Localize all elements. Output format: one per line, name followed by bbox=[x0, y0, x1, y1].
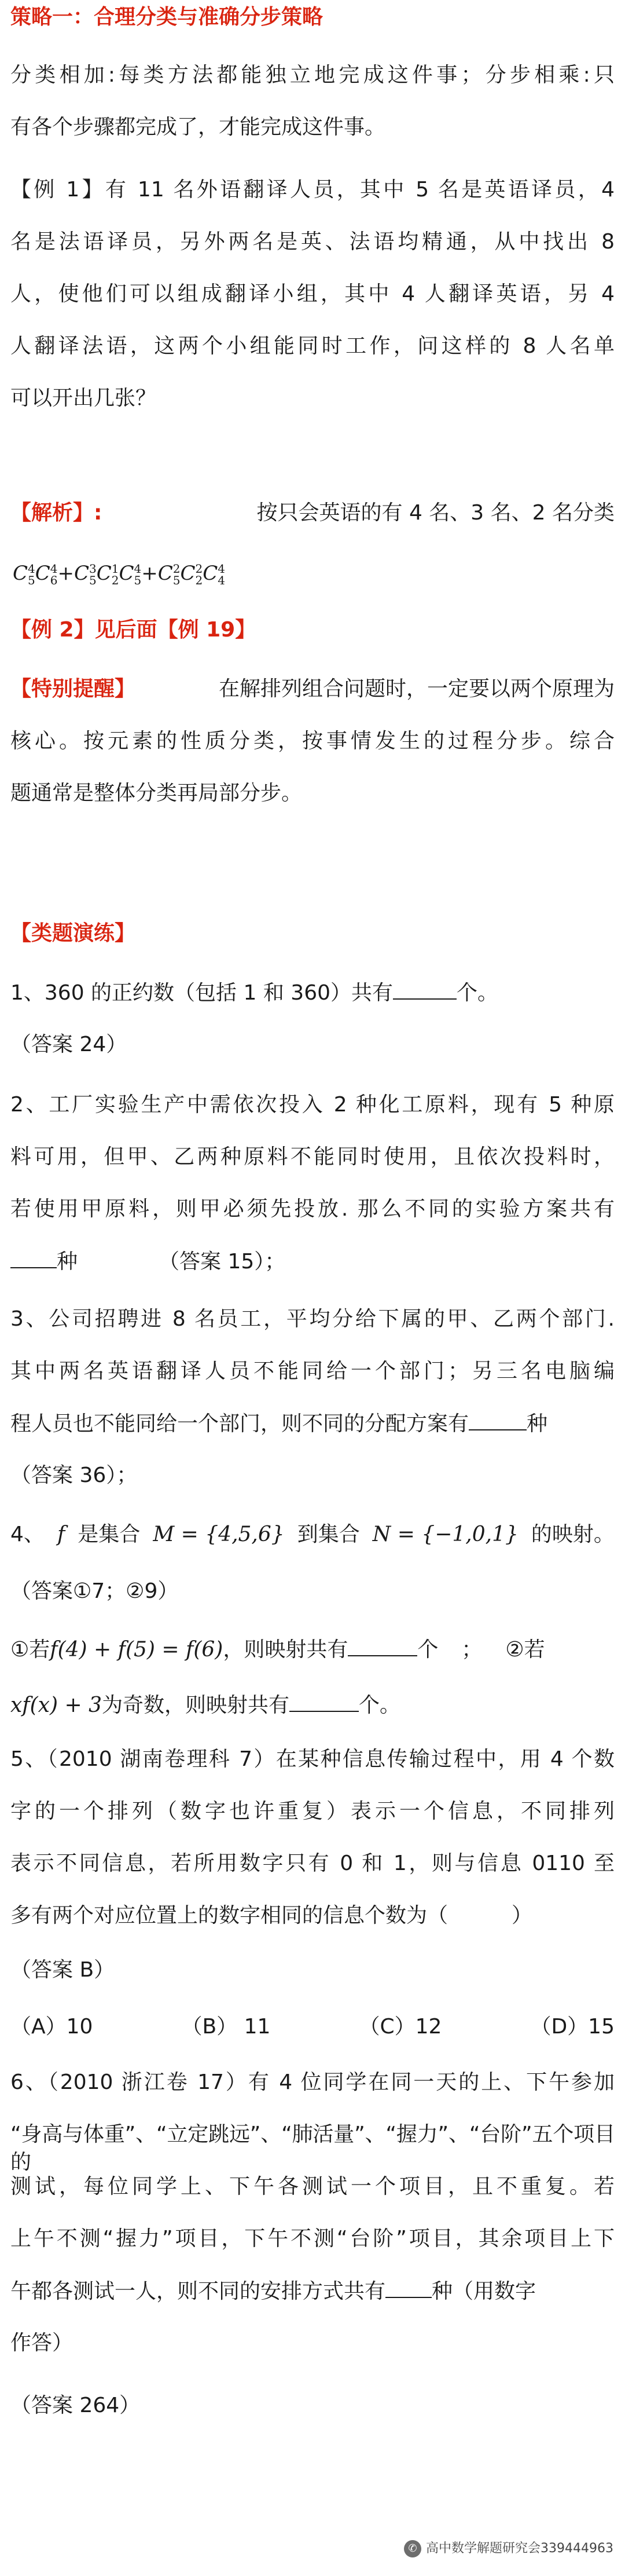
q6-unit: 种（用数字 bbox=[432, 2279, 536, 2303]
q4-set-m: M = {4,5,6} bbox=[153, 1523, 285, 1546]
q3-line-1: 3、公司招聘进 8 名员工，平均分给下属的甲、乙两个部门. bbox=[10, 1307, 615, 1331]
q5-line-1: 5、（2010 湖南卷理科 7）在某种信息传输过程中，用 4 个数 bbox=[10, 1747, 615, 1771]
q5-text: 多有两个对应位置上的数字相同的信息个数为（ bbox=[10, 1904, 448, 1927]
formula-term: +C 3 5 bbox=[57, 562, 97, 587]
q5-option-b: （B） 11 bbox=[181, 2015, 271, 2039]
q5-option-a: （A）10 bbox=[10, 2015, 93, 2039]
q4-text-a: 是集合 bbox=[78, 1523, 141, 1546]
q3-line-2: 其中两名英语翻译人员不能同给一个部门；另三名电脑编 bbox=[10, 1359, 615, 1383]
watermark bbox=[404, 2540, 613, 2557]
q5-options bbox=[10, 2013, 615, 2041]
q4-f: f bbox=[57, 1523, 65, 1546]
q4-text-b: 到集合 bbox=[297, 1523, 360, 1546]
q3-answer: （答案 36）； bbox=[10, 1463, 138, 1487]
q6-line-1: 6、（2010 浙江卷 17）有 4 位同学在同一天的上、下午参加 bbox=[10, 2070, 615, 2094]
q4-part2-blank bbox=[289, 1691, 359, 1712]
q1-answer: （答案 24） bbox=[10, 1033, 127, 1056]
q1-blank bbox=[393, 979, 457, 1000]
reminder-line-1 bbox=[10, 675, 615, 703]
q4-number: 4、 bbox=[10, 1523, 45, 1546]
q2-line-1: 2、工厂实验生产中需依次投入 2 种化工原料，现有 5 种原 bbox=[10, 1093, 615, 1117]
q3-unit: 种 bbox=[527, 1412, 548, 1436]
example1-line-4: 人翻译法语，这两个小组能同时工作，问这样的 8 人名单 bbox=[10, 334, 615, 358]
q6-line-4: 上午不测“握力”项目，下午不测“台阶”项目，其余项目上下 bbox=[10, 2227, 615, 2251]
strategy-intro-line-2: 有各个步骤都完成了，才能完成这件事。 bbox=[10, 115, 386, 139]
q4-part1 bbox=[10, 1635, 615, 1664]
q6-line-6: 作答） bbox=[10, 2331, 73, 2355]
q6-line-2: “身高与体重”、“立定跳远”、“肺活量”、“握力”、“台阶”五个项目的 bbox=[10, 2123, 615, 2174]
q3-text: 程人员也不能同给一个部门，则不同的分配方案有 bbox=[10, 1412, 469, 1436]
example1-line-2: 名是法语译员，另外两名是英、法语均精通，从中找出 8 bbox=[10, 230, 615, 254]
reminder-text-1: 在解排列组合问题时，一定要以两个原理为 bbox=[218, 677, 615, 701]
q4-text-c: 的映射。 bbox=[531, 1523, 615, 1546]
q4-part1-blank bbox=[348, 1635, 417, 1656]
q4-answer: （答案①7；②9） bbox=[10, 1579, 179, 1603]
q6-line-3: 测试，每位同学上、下午各测试一个项目，且不重复。若 bbox=[10, 2175, 615, 2198]
q2-line-2: 料可用，但甲、乙两种原料不能同时使用，且依次投料时， bbox=[10, 1145, 615, 1169]
reminder-line-3: 题通常是整体分类再局部分步。 bbox=[10, 781, 303, 805]
q2-unit: 种 bbox=[57, 1250, 78, 1274]
analysis-label: 【解析】: bbox=[10, 501, 102, 525]
q5-option-c: （C）12 bbox=[359, 2015, 442, 2039]
q5-line-2: 字的一个排列（数字也许重复）表示一个信息，不同排列 bbox=[10, 1799, 615, 1823]
q6-blank bbox=[385, 2277, 432, 2298]
q4-part2-expr: xf(x) + 3 bbox=[10, 1693, 102, 1717]
formula-term: C 4 6 bbox=[35, 562, 58, 587]
strategy-intro-line-1: 分类相加:每类方法都能独立地完成这件事；分步相乘:只 bbox=[10, 63, 615, 87]
q4-part2 bbox=[10, 1691, 615, 1719]
example1-analysis bbox=[10, 499, 615, 527]
q5-line-4 bbox=[10, 1902, 615, 1930]
q4-part1-sep: ； bbox=[461, 1638, 483, 1662]
q1-text: 1、360 的正约数（包括 1 和 360）共有 bbox=[10, 981, 394, 1005]
example1-line-3: 人，使他们可以组成翻译小组，其中 4 人翻译英语，另 4 bbox=[10, 282, 615, 306]
q1-line bbox=[10, 979, 615, 1007]
q4-part1-prefix: ①若 bbox=[10, 1638, 50, 1662]
q2-line-3: 若使用甲原料，则甲必须先投放. 那么不同的实验方案共有 bbox=[10, 1197, 615, 1221]
analysis-formula bbox=[13, 556, 225, 591]
example2-text: 【例 2】见后面【例 19】 bbox=[10, 618, 256, 642]
q4-part2-unit: 个。 bbox=[359, 1693, 401, 1717]
q4-part1-eq: f(4) + f(5) = f(6) bbox=[50, 1638, 223, 1662]
q5-answer: （答案 B） bbox=[10, 1958, 115, 1982]
formula-term: +C 2 5 bbox=[141, 562, 181, 587]
q2-blank bbox=[10, 1247, 57, 1268]
q6-answer: （答案 264） bbox=[10, 2394, 141, 2417]
q6-line-5 bbox=[10, 2277, 615, 2306]
formula-term: C 4 5 bbox=[119, 562, 142, 587]
q1-suffix: 个。 bbox=[457, 981, 499, 1005]
q6-text: 午都各测试一人，则不同的安排方式共有 bbox=[10, 2279, 386, 2303]
q4-line-1 bbox=[10, 1521, 615, 1549]
q4-part2-prefix: ②若 bbox=[505, 1638, 545, 1662]
q4-part1-unit: 个 bbox=[417, 1638, 439, 1662]
q3-line-3 bbox=[10, 1410, 615, 1438]
strategy-title: 策略一：合理分类与准确分步策略 bbox=[10, 5, 323, 29]
q2-line-4 bbox=[10, 1247, 615, 1276]
q4-part2-text: 为奇数，则映射共有 bbox=[101, 1693, 289, 1717]
q5-option-d: （D）15 bbox=[530, 2015, 615, 2039]
reminder-label: 【特别提醒】 bbox=[10, 677, 136, 701]
q4-set-n: N = {−1,0,1} bbox=[372, 1523, 519, 1546]
formula-term: C 4 4 bbox=[203, 562, 225, 587]
example1-line-1: 【例 1】有 11 名外语翻译人员，其中 5 名是英语译员，4 bbox=[10, 178, 615, 202]
analysis-text: 按只会英语的有 4 名、3 名、2 名分类 bbox=[256, 501, 615, 525]
watermark-text: 高中数学解题研究会339444963 bbox=[426, 2541, 613, 2556]
q4-part1-text: ，则映射共有 bbox=[223, 1638, 348, 1662]
formula-term: C 1 2 bbox=[96, 562, 119, 587]
practice-title: 【类题演练】 bbox=[10, 921, 136, 945]
q2-answer: （答案 15）； bbox=[159, 1250, 286, 1274]
q5-line-3: 表示不同信息，若所用数字只有 0 和 1，则与信息 0110 至 bbox=[10, 1851, 615, 1875]
reminder-line-2: 核心。按元素的性质分类，按事情发生的过程分步。综合 bbox=[10, 729, 615, 753]
example1-line-5: 可以开出几张？ bbox=[10, 386, 157, 410]
q5-paren: ） bbox=[512, 1904, 533, 1927]
q3-blank bbox=[469, 1410, 527, 1430]
wechat-icon: ✆ bbox=[404, 2540, 421, 2557]
formula-term: C 2 2 bbox=[180, 562, 203, 587]
formula-term: C 4 5 bbox=[13, 562, 35, 587]
